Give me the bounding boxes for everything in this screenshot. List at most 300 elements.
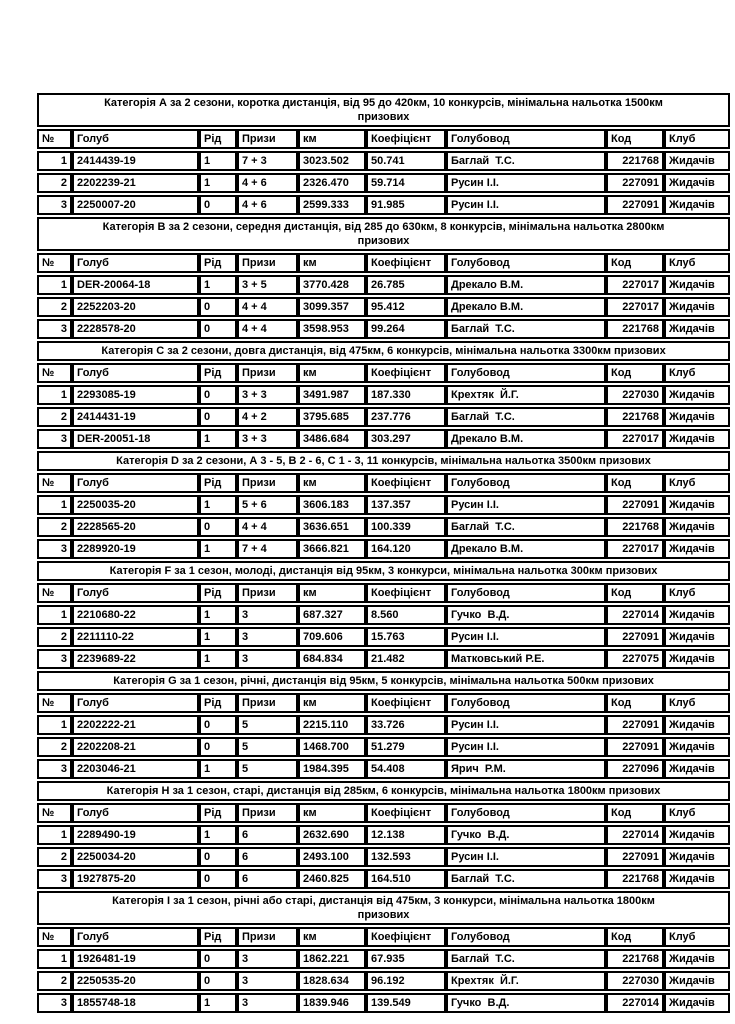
cell-km: 3598.953 (298, 319, 366, 339)
cell-code: 227091 (606, 847, 664, 867)
cell-pigeon: 1855748-18 (72, 993, 199, 1013)
cell-km: 3795.685 (298, 407, 366, 427)
cell-km: 3099.357 (298, 297, 366, 317)
column-header-row (37, 803, 730, 823)
section-title (37, 891, 730, 925)
cell-prizes: 3 + 5 (237, 275, 298, 295)
column-header-fancier: Голубовод (446, 803, 606, 823)
pigeon-results-table (37, 91, 730, 1015)
cell-no: 1 (37, 715, 72, 735)
cell-club: Жидачів (664, 297, 730, 317)
column-header-club: Клуб (664, 363, 730, 383)
column-header-prizes: Призи (237, 129, 298, 149)
cell-pigeon: 1926481-19 (72, 949, 199, 969)
cell-prizes: 5 + 6 (237, 495, 298, 515)
section-title-row (37, 671, 730, 691)
table-row (37, 627, 730, 647)
cell-sex: 0 (199, 407, 237, 427)
cell-code: 227091 (606, 195, 664, 215)
cell-no: 2 (37, 737, 72, 757)
cell-coefficient: 15.763 (366, 627, 446, 647)
column-header-code: Код (606, 129, 664, 149)
column-header-no: № (37, 253, 72, 273)
cell-coefficient: 99.264 (366, 319, 446, 339)
cell-code: 227014 (606, 993, 664, 1013)
cell-prizes: 4 + 2 (237, 407, 298, 427)
cell-km: 684.834 (298, 649, 366, 669)
section-title-row (37, 217, 730, 251)
cell-pigeon: 2414431-19 (72, 407, 199, 427)
column-header-row (37, 363, 730, 383)
cell-fancier: Баглай Т.С. (446, 407, 606, 427)
cell-fancier: Баглай Т.С. (446, 319, 606, 339)
cell-no: 1 (37, 275, 72, 295)
cell-fancier: Русин І.І. (446, 737, 606, 757)
cell-km: 3491.987 (298, 385, 366, 405)
column-header-sex: Рід (199, 927, 237, 947)
section-title-line: Категорія G за 1 сезон, річні, дистанція від 95км, 5 конкурсів, мінімальна нальотка 500км призових (113, 675, 654, 687)
column-header-code: Код (606, 927, 664, 947)
section-title (37, 217, 730, 251)
table-row (37, 407, 730, 427)
cell-prizes: 4 + 6 (237, 195, 298, 215)
cell-fancier: Дрекало В.М. (446, 275, 606, 295)
cell-fancier: Гучко В.Д. (446, 825, 606, 845)
cell-km: 2215.110 (298, 715, 366, 735)
cell-km: 687.327 (298, 605, 366, 625)
column-header-km: км (298, 693, 366, 713)
column-header-prizes: Призи (237, 473, 298, 493)
cell-no: 1 (37, 825, 72, 845)
table-row (37, 715, 730, 735)
cell-prizes: 4 + 4 (237, 319, 298, 339)
column-header-sex: Рід (199, 363, 237, 383)
section-title (37, 341, 730, 361)
cell-no: 3 (37, 195, 72, 215)
cell-sex: 0 (199, 971, 237, 991)
cell-coefficient: 164.510 (366, 869, 446, 889)
column-header-fancier: Голубовод (446, 473, 606, 493)
cell-coefficient: 237.776 (366, 407, 446, 427)
table-row (37, 605, 730, 625)
cell-prizes: 7 + 4 (237, 539, 298, 559)
column-header-km: км (298, 129, 366, 149)
column-header-club: Клуб (664, 927, 730, 947)
section-title (37, 561, 730, 581)
cell-coefficient: 50.741 (366, 151, 446, 171)
cell-prizes: 3 (237, 971, 298, 991)
column-header-prizes: Призи (237, 803, 298, 823)
table-row (37, 495, 730, 515)
table-row (37, 737, 730, 757)
cell-code: 227017 (606, 539, 664, 559)
cell-no: 1 (37, 495, 72, 515)
cell-sex: 0 (199, 869, 237, 889)
cell-code: 227017 (606, 297, 664, 317)
cell-prizes: 3 + 3 (237, 385, 298, 405)
cell-no: 3 (37, 869, 72, 889)
cell-sex: 0 (199, 737, 237, 757)
column-header-code: Код (606, 803, 664, 823)
cell-pigeon: 2202222-21 (72, 715, 199, 735)
cell-prizes: 4 + 4 (237, 517, 298, 537)
cell-code: 227091 (606, 737, 664, 757)
cell-club: Жидачів (664, 151, 730, 171)
cell-no: 2 (37, 407, 72, 427)
section-title-row (37, 451, 730, 471)
column-header-coefficient: Коефіцієнт (366, 583, 446, 603)
cell-code: 227075 (606, 649, 664, 669)
column-header-sex: Рід (199, 129, 237, 149)
table-row (37, 151, 730, 171)
column-header-coefficient: Коефіцієнт (366, 473, 446, 493)
cell-fancier: Дрекало В.М. (446, 539, 606, 559)
cell-km: 3486.684 (298, 429, 366, 449)
cell-prizes: 5 (237, 715, 298, 735)
cell-coefficient: 12.138 (366, 825, 446, 845)
section-title (37, 671, 730, 691)
column-header-prizes: Призи (237, 693, 298, 713)
cell-coefficient: 96.192 (366, 971, 446, 991)
cell-coefficient: 95.412 (366, 297, 446, 317)
cell-no: 3 (37, 429, 72, 449)
column-header-club: Клуб (664, 129, 730, 149)
section-title-line: призових (357, 111, 410, 123)
column-header-pigeon: Голуб (72, 473, 199, 493)
cell-no: 2 (37, 297, 72, 317)
column-header-no: № (37, 129, 72, 149)
cell-fancier: Русин І.І. (446, 173, 606, 193)
table-row (37, 517, 730, 537)
column-header-pigeon: Голуб (72, 693, 199, 713)
column-header-no: № (37, 927, 72, 947)
cell-code: 221768 (606, 517, 664, 537)
cell-km: 2460.825 (298, 869, 366, 889)
cell-sex: 0 (199, 949, 237, 969)
table-row (37, 949, 730, 969)
cell-sex: 1 (199, 539, 237, 559)
section-title-line: Категорія С за 2 сезони, довга дистанція, від 475км, 6 конкурсів, мінімальна нальотка 3300км призових (101, 345, 666, 357)
cell-sex: 0 (199, 319, 237, 339)
cell-km: 2599.333 (298, 195, 366, 215)
table-row (37, 195, 730, 215)
cell-no: 1 (37, 385, 72, 405)
column-header-fancier: Голубовод (446, 129, 606, 149)
cell-coefficient: 187.330 (366, 385, 446, 405)
cell-km: 1828.634 (298, 971, 366, 991)
cell-club: Жидачів (664, 825, 730, 845)
table-body (37, 93, 730, 1013)
section-title-line: Категорія А за 2 сезони, коротка дистанція, від 95 до 420км, 10 конкурсів, мінімальна нальотка 1500км (104, 97, 663, 109)
cell-club: Жидачів (664, 385, 730, 405)
column-header-coefficient: Коефіцієнт (366, 253, 446, 273)
cell-club: Жидачів (664, 539, 730, 559)
cell-coefficient: 100.339 (366, 517, 446, 537)
cell-club: Жидачів (664, 517, 730, 537)
table-row (37, 385, 730, 405)
table-row (37, 173, 730, 193)
column-header-pigeon: Голуб (72, 927, 199, 947)
cell-code: 227014 (606, 605, 664, 625)
cell-pigeon: 1927875-20 (72, 869, 199, 889)
cell-code: 227091 (606, 173, 664, 193)
cell-pigeon: 2250007-20 (72, 195, 199, 215)
cell-coefficient: 132.593 (366, 847, 446, 867)
column-header-no: № (37, 473, 72, 493)
table-row (37, 275, 730, 295)
cell-code: 227091 (606, 627, 664, 647)
cell-coefficient: 8.560 (366, 605, 446, 625)
column-header-club: Клуб (664, 253, 730, 273)
column-header-code: Код (606, 473, 664, 493)
cell-code: 227014 (606, 825, 664, 845)
table-row (37, 429, 730, 449)
cell-pigeon: 2202208-21 (72, 737, 199, 757)
column-header-code: Код (606, 693, 664, 713)
section-title-line: Категорія І за 1 сезон, річні або старі, дистанція від 475км, 3 конкурси, мінімальна нальотка 1800км (112, 895, 655, 907)
cell-code: 227030 (606, 385, 664, 405)
cell-km: 709.606 (298, 627, 366, 647)
column-header-coefficient: Коефіцієнт (366, 803, 446, 823)
cell-code: 221768 (606, 407, 664, 427)
column-header-coefficient: Коефіцієнт (366, 693, 446, 713)
column-header-prizes: Призи (237, 253, 298, 273)
cell-pigeon: 2203046-21 (72, 759, 199, 779)
column-header-sex: Рід (199, 253, 237, 273)
column-header-coefficient: Коефіцієнт (366, 363, 446, 383)
cell-club: Жидачів (664, 627, 730, 647)
cell-fancier: Дрекало В.М. (446, 429, 606, 449)
cell-fancier: Баглай Т.С. (446, 869, 606, 889)
cell-sex: 0 (199, 517, 237, 537)
column-header-sex: Рід (199, 693, 237, 713)
cell-no: 3 (37, 319, 72, 339)
section-title-line: призових (357, 235, 410, 247)
cell-pigeon: 2289490-19 (72, 825, 199, 845)
cell-fancier: Крехтяк Й.Г. (446, 385, 606, 405)
cell-fancier: Баглай Т.С. (446, 949, 606, 969)
cell-code: 227017 (606, 429, 664, 449)
section-title (37, 451, 730, 471)
cell-coefficient: 164.120 (366, 539, 446, 559)
cell-pigeon: 2228565-20 (72, 517, 199, 537)
cell-club: Жидачів (664, 173, 730, 193)
cell-fancier: Матковський Р.Е. (446, 649, 606, 669)
cell-fancier: Русин І.І. (446, 847, 606, 867)
column-header-fancier: Голубовод (446, 583, 606, 603)
column-header-club: Клуб (664, 583, 730, 603)
cell-coefficient: 137.357 (366, 495, 446, 515)
column-header-row (37, 473, 730, 493)
cell-pigeon: DER-20051-18 (72, 429, 199, 449)
cell-sex: 1 (199, 151, 237, 171)
cell-no: 3 (37, 649, 72, 669)
cell-prizes: 3 (237, 649, 298, 669)
cell-prizes: 6 (237, 825, 298, 845)
cell-club: Жидачів (664, 949, 730, 969)
column-header-prizes: Призи (237, 583, 298, 603)
cell-no: 2 (37, 517, 72, 537)
column-header-no: № (37, 363, 72, 383)
cell-no: 2 (37, 627, 72, 647)
cell-sex: 1 (199, 605, 237, 625)
cell-no: 2 (37, 173, 72, 193)
column-header-fancier: Голубовод (446, 693, 606, 713)
table-row (37, 297, 730, 317)
cell-sex: 0 (199, 385, 237, 405)
cell-fancier: Русин І.І. (446, 495, 606, 515)
cell-km: 2326.470 (298, 173, 366, 193)
column-header-prizes: Призи (237, 363, 298, 383)
cell-no: 3 (37, 993, 72, 1013)
cell-code: 227096 (606, 759, 664, 779)
table-row (37, 319, 730, 339)
cell-coefficient: 26.785 (366, 275, 446, 295)
cell-prizes: 3 (237, 627, 298, 647)
column-header-sex: Рід (199, 473, 237, 493)
cell-prizes: 3 (237, 993, 298, 1013)
cell-km: 1468.700 (298, 737, 366, 757)
cell-fancier: Русин І.І. (446, 715, 606, 735)
cell-code: 221768 (606, 949, 664, 969)
section-title-line: Категорія В за 2 сезони, середня дистанція, від 285 до 630км, 8 конкурсів, мінімальна нальотка 2800км (102, 221, 665, 233)
cell-prizes: 6 (237, 869, 298, 889)
cell-club: Жидачів (664, 319, 730, 339)
cell-km: 1862.221 (298, 949, 366, 969)
cell-sex: 1 (199, 759, 237, 779)
column-header-club: Клуб (664, 693, 730, 713)
cell-club: Жидачів (664, 971, 730, 991)
table-row (37, 847, 730, 867)
column-header-no: № (37, 693, 72, 713)
cell-no: 1 (37, 949, 72, 969)
cell-pigeon: 2202239-21 (72, 173, 199, 193)
cell-no: 1 (37, 151, 72, 171)
section-title-line: Категорія Н за 1 сезон, старі, дистанція від 285км, 6 конкурсів, мінімальна нальотка 1800км призових (106, 785, 661, 797)
cell-fancier: Русин І.І. (446, 627, 606, 647)
cell-km: 3636.651 (298, 517, 366, 537)
cell-pigeon: 2250035-20 (72, 495, 199, 515)
column-header-km: км (298, 253, 366, 273)
cell-coefficient: 139.549 (366, 993, 446, 1013)
cell-coefficient: 67.935 (366, 949, 446, 969)
cell-sex: 1 (199, 627, 237, 647)
cell-km: 3770.428 (298, 275, 366, 295)
table-row (37, 993, 730, 1013)
cell-no: 3 (37, 759, 72, 779)
table-row (37, 971, 730, 991)
column-header-pigeon: Голуб (72, 253, 199, 273)
column-header-code: Код (606, 583, 664, 603)
cell-fancier: Русин І.І. (446, 195, 606, 215)
cell-prizes: 4 + 4 (237, 297, 298, 317)
cell-prizes: 5 (237, 737, 298, 757)
column-header-coefficient: Коефіцієнт (366, 129, 446, 149)
cell-club: Жидачів (664, 715, 730, 735)
cell-coefficient: 54.408 (366, 759, 446, 779)
column-header-code: Код (606, 363, 664, 383)
column-header-fancier: Голубовод (446, 253, 606, 273)
cell-club: Жидачів (664, 993, 730, 1013)
cell-km: 1839.946 (298, 993, 366, 1013)
cell-coefficient: 51.279 (366, 737, 446, 757)
column-header-fancier: Голубовод (446, 363, 606, 383)
cell-coefficient: 59.714 (366, 173, 446, 193)
cell-km: 1984.395 (298, 759, 366, 779)
cell-code: 227017 (606, 275, 664, 295)
cell-fancier: Дрекало В.М. (446, 297, 606, 317)
column-header-km: км (298, 927, 366, 947)
cell-pigeon: 2210680-22 (72, 605, 199, 625)
cell-prizes: 3 (237, 605, 298, 625)
column-header-km: км (298, 803, 366, 823)
cell-sex: 1 (199, 429, 237, 449)
cell-prizes: 3 (237, 949, 298, 969)
cell-club: Жидачів (664, 737, 730, 757)
cell-sex: 1 (199, 993, 237, 1013)
cell-club: Жидачів (664, 195, 730, 215)
cell-prizes: 3 + 3 (237, 429, 298, 449)
cell-km: 3606.183 (298, 495, 366, 515)
column-header-club: Клуб (664, 473, 730, 493)
cell-prizes: 7 + 3 (237, 151, 298, 171)
cell-sex: 0 (199, 297, 237, 317)
cell-km: 3666.821 (298, 539, 366, 559)
cell-sex: 1 (199, 275, 237, 295)
cell-fancier: Баглай Т.С. (446, 151, 606, 171)
column-header-no: № (37, 583, 72, 603)
section-title-row (37, 891, 730, 925)
cell-no: 1 (37, 605, 72, 625)
cell-coefficient: 303.297 (366, 429, 446, 449)
column-header-row (37, 129, 730, 149)
cell-prizes: 4 + 6 (237, 173, 298, 193)
cell-no: 3 (37, 539, 72, 559)
column-header-row (37, 253, 730, 273)
section-title-line: Категорія D за 2 сезони, А 3 - 5, В 2 - 6, С 1 - 3, 11 конкурсів, мінімальна нальотка 3500км призових (116, 455, 651, 467)
column-header-row (37, 583, 730, 603)
cell-pigeon: 2250535-20 (72, 971, 199, 991)
column-header-row (37, 693, 730, 713)
column-header-fancier: Голубовод (446, 927, 606, 947)
column-header-km: км (298, 583, 366, 603)
section-title-row (37, 781, 730, 801)
cell-fancier: Баглай Т.С. (446, 517, 606, 537)
cell-coefficient: 91.985 (366, 195, 446, 215)
cell-km: 2632.690 (298, 825, 366, 845)
cell-pigeon: 2228578-20 (72, 319, 199, 339)
cell-sex: 0 (199, 195, 237, 215)
cell-fancier: Гучко В.Д. (446, 605, 606, 625)
cell-pigeon: 2414439-19 (72, 151, 199, 171)
cell-code: 221768 (606, 319, 664, 339)
section-title-line: Категорія F за 1 сезон, молоді, дистанція від 95км, 3 конкурси, мінімальна нальотка 300км призових (109, 565, 658, 577)
cell-no: 2 (37, 847, 72, 867)
column-header-coefficient: Коефіцієнт (366, 927, 446, 947)
cell-fancier: Ярич Р.М. (446, 759, 606, 779)
cell-km: 2493.100 (298, 847, 366, 867)
cell-code: 221768 (606, 869, 664, 889)
table-row (37, 649, 730, 669)
cell-pigeon: DER-20064-18 (72, 275, 199, 295)
cell-sex: 1 (199, 173, 237, 193)
column-header-pigeon: Голуб (72, 583, 199, 603)
cell-prizes: 5 (237, 759, 298, 779)
section-title-row (37, 561, 730, 581)
cell-club: Жидачів (664, 869, 730, 889)
cell-no: 2 (37, 971, 72, 991)
column-header-sex: Рід (199, 583, 237, 603)
